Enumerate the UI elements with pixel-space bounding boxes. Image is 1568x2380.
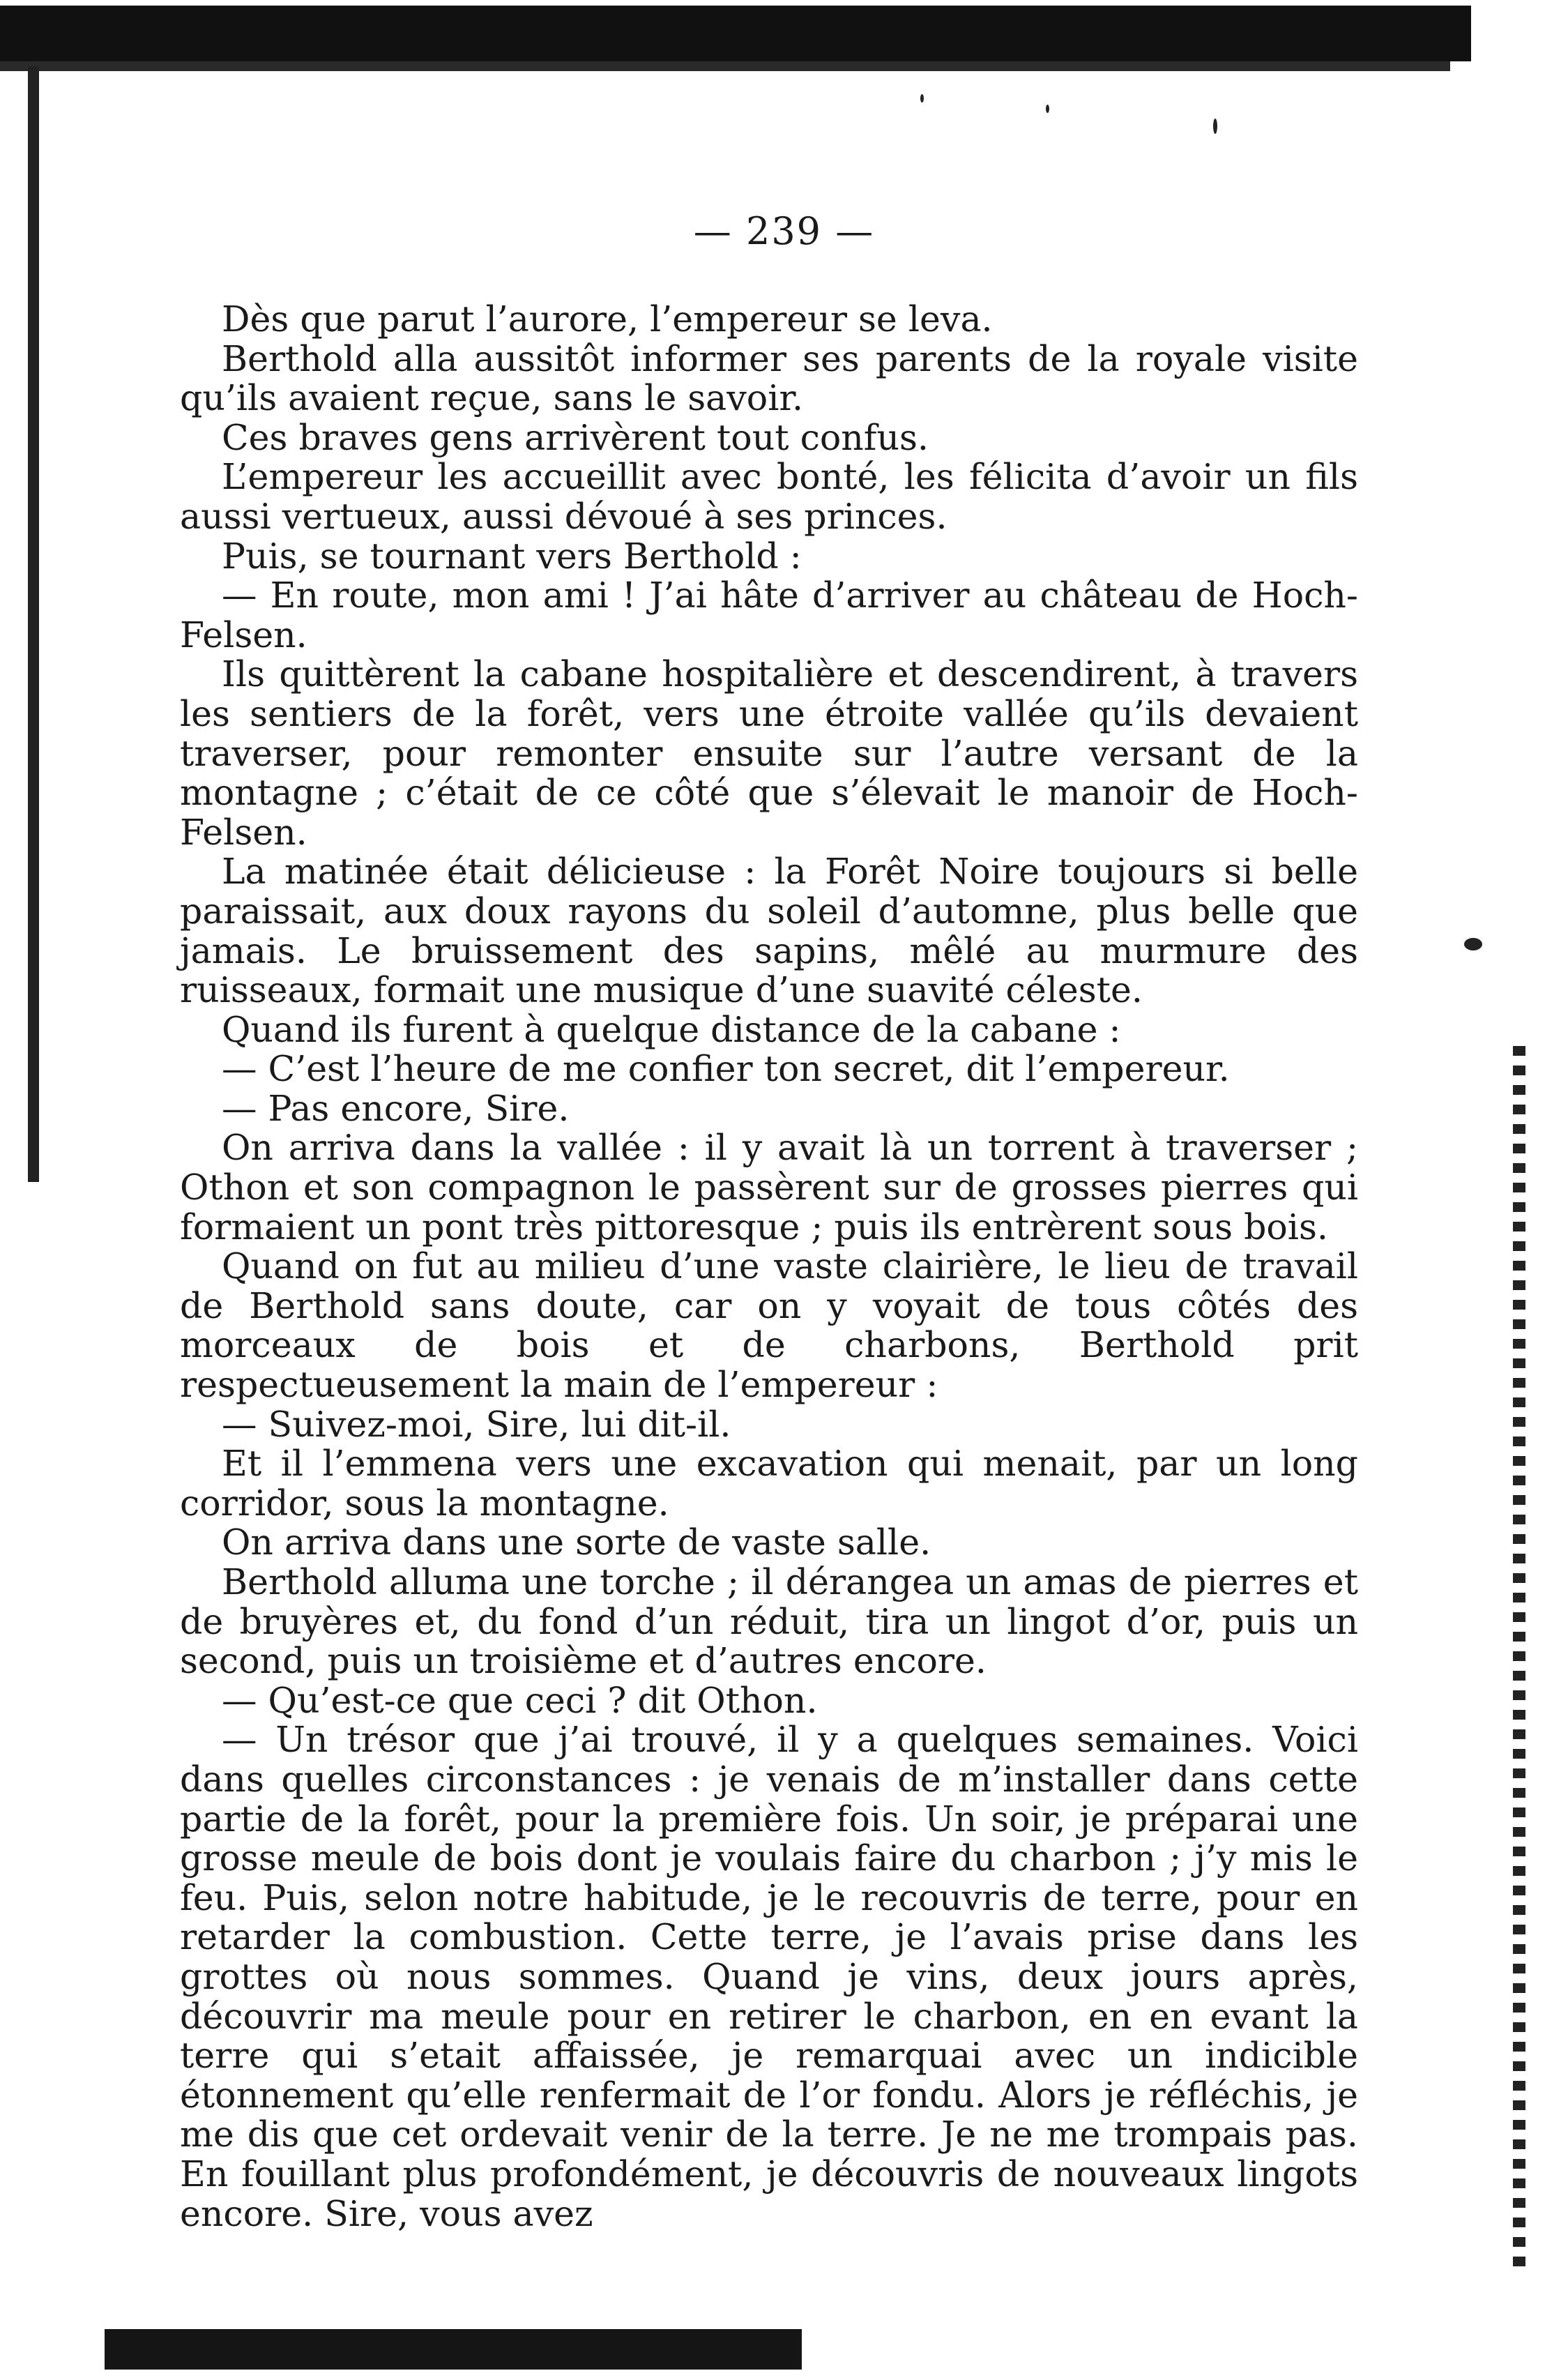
paragraph: On arriva dans une sorte de vaste salle. [222,1522,931,1563]
page-number: — 239 — [693,209,875,253]
paragraph: Puis, se tournant vers Berthold : [222,535,802,577]
paragraph: Ils quittèrent la cabane hospitalière et descendirent, à travers les sentiers de la forêt, vers une étroite vallée qu’ils devaient traverser, pour remonter ensuite sur l’autre versant de la montagne ; c’était de ce côté que s’élevait le manoir de Hoch-Felsen. [180,653,1358,853]
paragraph: — Pas encore, Sire. [222,1087,570,1129]
ink-speck [920,94,924,103]
body-text [180,300,1358,2234]
paragraph: Dès que parut l’aurore, l’empereur se leva. [222,298,993,340]
bottom-border-smudge [105,2329,802,2370]
paragraph: Berthold alla aussitôt informer ses parents de la royale visite qu’ils avaient reçue, sans le savoir. [180,338,1358,419]
ink-speck [1213,119,1217,134]
paragraph: — Suivez-moi, Sire, lui dit-il. [222,1403,731,1445]
top-border-smudge [0,6,1471,61]
top-border-line [0,61,1450,71]
paragraph: — Un trésor que j’ai trouvé, il y a quelques semaines. Voici dans quelles circonstances : je venais de m’installer dans cette partie de la forêt, pour la première fois. Un soir, je préparai une grosse meule de bois dont je voulais faire du charbon ; j’y mis le feu. Puis, selon notre habitude, je le recouvris de terre, pour en retarder la combustion. Cette terre, je l’avais prise dans les grottes où nous sommes. Quand je vins, deux jours après, découvrir ma meule pour en retirer le charbon, en en evant la terre qui s’etait affaissée, je remarquai avec un indicible étonnement qu’elle renfermait de l’or fondu. Alors je réfléchis, je me dis que cet ordevait venir de la terre. Je ne me trompais pas. En fouillant plus profondément, je découvris de nouveaux lingots encore. Sire, vous avez [180,1719,1358,2234]
paragraph: — Qu’est-ce que ceci ? dit Othon. [222,1679,818,1721]
paragraph: — C’est l’heure de me confier ton secret, dit l’empereur. [222,1048,1230,1090]
paragraph: On arriva dans la vallée : il y avait là un torrent à traverser ; Othon et son compagnon le passèrent sur de grosses pierres qui formaient un pont très pittoresque ; puis ils entrèrent sous bois. [180,1127,1358,1248]
paragraph: Et il l’emmena vers une excavation qui menait, par un long corridor, sous la montagne. [180,1443,1358,1524]
paragraph: L’empereur les accueillit avec bonté, les félicita d’avoir un fils aussi vertueux, aussi dévoué à ses princes. [180,456,1358,537]
paragraph: Ces braves gens arrivèrent tout confus. [222,416,929,458]
paragraph: Berthold alluma une torche ; il dérangea un amas de pierres et de bruyères et, du fond d’un réduit, tira un lingot d’or, puis un second, puis un troisième et d’autres encore. [180,1561,1358,1682]
paragraph: Quand on fut au milieu d’une vaste clairière, le lieu de travail de Berthold sans doute, car on y voyait de tous côtés des morceaux de bois et de charbons, Berthold prit respectueusement la main de l’empereur : [180,1245,1358,1406]
ink-speck [1464,938,1482,950]
ink-speck [1046,105,1049,113]
paragraph: Quand ils furent à quelque distance de la cabane : [222,1008,1121,1050]
right-edge-artifact [1513,1046,1525,2273]
paragraph: La matinée était délicieuse : la Forêt Noire toujours si belle paraissait, aux doux rayons du soleil d’automne, plus belle que jamais. Le bruissement des sapins, mêlé au murmure des ruisseaux, formait une musique d’une suavité céleste. [180,851,1358,1011]
paragraph: — En route, mon ami ! J’ai hâte d’arriver au château de Hoch-Felsen. [180,575,1358,655]
